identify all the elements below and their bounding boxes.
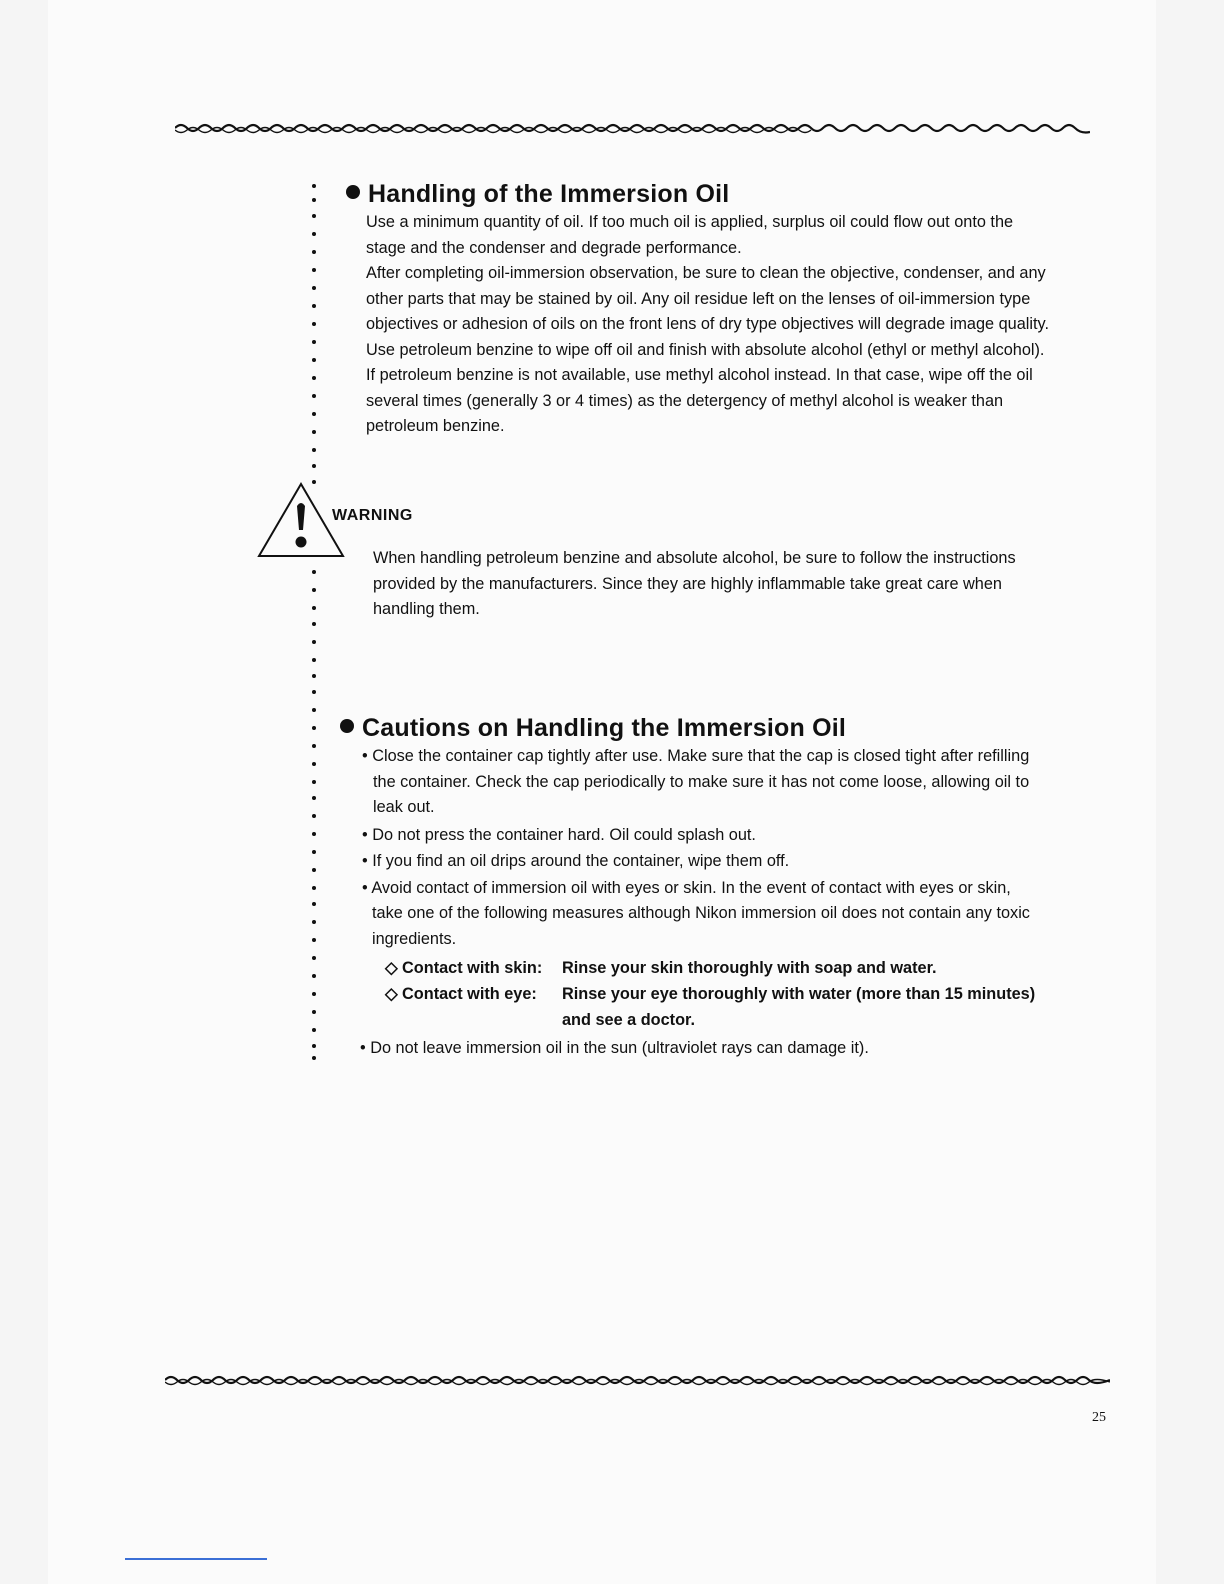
- section1-body: [366, 210, 1126, 440]
- warning-line: provided by the manufacturers. Since they are highly inflammable take great care when: [373, 574, 1002, 593]
- section2-last-bullet: [360, 1036, 1120, 1062]
- heading-text: Cautions on Handling the Immersion Oil: [362, 714, 847, 742]
- body-line: several times (generally 3 or 4 times) as the detergency of methyl alcohol is weaker than: [366, 391, 1004, 410]
- list-item-continued: leak out.: [373, 798, 435, 816]
- body-line: Use a minimum quantity of oil. If too much oil is applied, surplus oil could flow out onto the: [366, 213, 1014, 231]
- contact-measures: [385, 955, 1105, 1033]
- dotted-margin-line: [312, 180, 320, 1060]
- list-item: • Do not press the container hard. Oil could splash out.: [362, 825, 756, 844]
- section-heading-handling: [346, 180, 729, 209]
- list-item: • Do not leave immersion oil in the sun (ultraviolet rays can damage it).: [360, 1039, 869, 1057]
- list-item: • Close the container cap tightly after use. Make sure that the cap is closed tight after refilling: [362, 747, 1030, 765]
- list-item-continued: take one of the following measures although Nikon immersion oil does not contain any toxic: [372, 904, 1030, 922]
- measure-eye: [385, 981, 1105, 1007]
- list-item: • Avoid contact of immersion oil with eyes or skin. In the event of contact with eyes or skin,: [362, 878, 1011, 897]
- warning-body: [373, 546, 1113, 623]
- heading-bullet: [340, 719, 354, 733]
- measure-skin: [385, 955, 1105, 981]
- measure-label: ◇ Contact with eye:: [385, 985, 537, 1003]
- warning-line: handling them.: [373, 600, 480, 618]
- heading-bullet: [346, 185, 360, 199]
- body-line: After completing oil-immersion observation, be sure to clean the objective, condenser, and any: [366, 264, 1046, 282]
- list-item-continued: ingredients.: [372, 929, 457, 948]
- body-line: stage and the condenser and degrade performance.: [366, 238, 742, 257]
- bottom-wave-divider: [165, 1372, 1110, 1390]
- body-line: Use petroleum benzine to wipe off oil and finish with absolute alcohol (ethyl or methyl alcohol).: [366, 340, 1045, 359]
- body-line: If petroleum benzine is not available, use methyl alcohol instead. In that case, wipe off the oil: [366, 366, 1033, 384]
- blue-underline-artifact: [125, 1558, 267, 1560]
- heading-text: Handling of the Immersion Oil: [368, 180, 730, 208]
- list-item: • If you find an oil drips around the container, wipe them off.: [362, 852, 790, 870]
- top-wave-divider: [175, 120, 1090, 138]
- warning-label: WARNING: [332, 507, 413, 524]
- body-line: objectives or adhesion of oils on the front lens of dry type objectives will degrade image quality.: [366, 315, 1049, 333]
- section-heading-cautions: [340, 714, 846, 743]
- measure-text: Rinse your skin thoroughly with soap and water.: [562, 959, 937, 977]
- body-line: other parts that may be stained by oil. Any oil residue left on the lenses of oil-immersion type: [366, 289, 1031, 308]
- section2-body: [362, 744, 1122, 952]
- list-item-continued: the container. Check the cap periodically to make sure it has not come loose, allowing oil to: [373, 772, 1030, 791]
- measure-text-continued: and see a doctor.: [562, 1011, 696, 1029]
- measure-text: Rinse your eye thoroughly with water (more than 15 minutes): [562, 985, 1036, 1003]
- page-number: 25: [1092, 1410, 1106, 1425]
- body-line: petroleum benzine.: [366, 417, 505, 435]
- warning-line: When handling petroleum benzine and absolute alcohol, be sure to follow the instructions: [373, 549, 1016, 567]
- measure-label: ◇ Contact with skin:: [385, 959, 543, 977]
